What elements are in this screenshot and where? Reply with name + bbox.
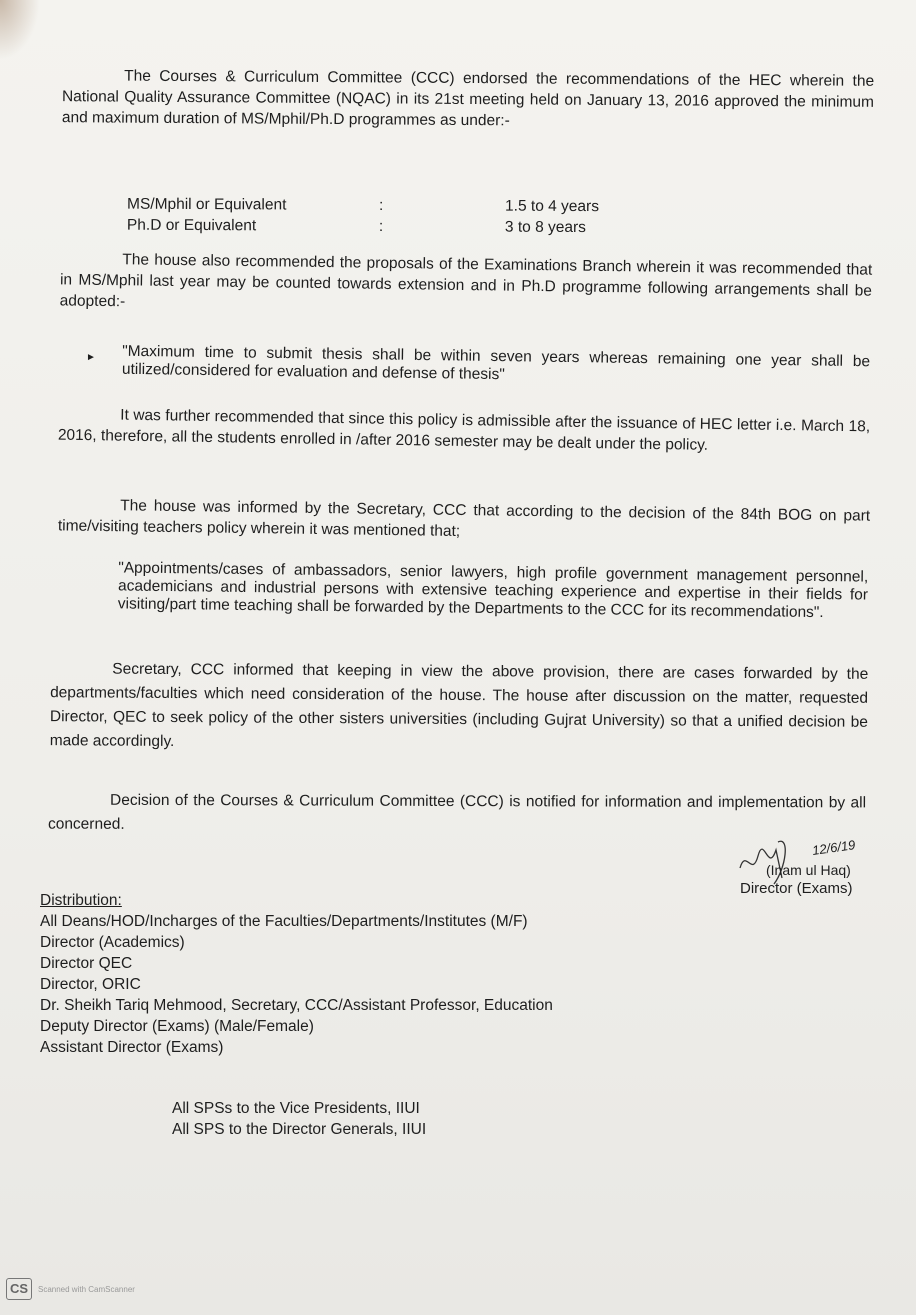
signature-date: 12/6/19	[811, 837, 857, 858]
bullet-thesis-time: "Maximum time to submit thesis shall be within seven years whereas remaining one year shall be utilized/considered for evaluation and defense of thesis"	[121, 342, 871, 384]
duration-separator: :	[379, 196, 384, 214]
sps-item: All SPS to the Director Generals, IIUI	[172, 1121, 427, 1138]
duration-program: MS/Mphil or Equivalent	[127, 195, 287, 214]
duration-program: Ph.D or Equivalent	[126, 216, 257, 235]
paragraph-ccc-endorsement: The Courses & Curriculum Committee (CCC) endorsed the recommendations of the HEC wherein the National Quality Assurance Committee (NQAC) in its 21st meeting held on January 13, 2016 approved the minimum and maximum duration of MS/Mphil/Ph.D programmes as under:-	[61, 67, 875, 130]
paragraph-secretary-informed: Secretary, CCC informed that keeping in view the above provision, there are cases forwarded by the departments/faculties which need consideration of the house. The house after discussion on the matter, requested Director, QEC to seek policy of the other sisters universities (including Gujrat University) so that a unified decision be made accordingly.	[49, 660, 869, 751]
distribution-list	[40, 890, 553, 1058]
distribution-item: Dr. Sheikh Tariq Mehmood, Secretary, CCC/Assistant Professor, Education	[40, 997, 553, 1014]
scan-corner-shadow	[0, 0, 40, 60]
bullet-icon: ►	[86, 352, 96, 363]
distribution-item: Director (Academics)	[40, 934, 185, 951]
distribution-item: Deputy Director (Exams) (Male/Female)	[40, 1018, 314, 1035]
duration-row-ms	[127, 194, 647, 218]
duration-separator: :	[378, 217, 384, 235]
paragraph-bog-decision: The house was informed by the Secretary, CCC that according to the decision of the 84th BOG on part time/visiting teachers policy wherein it was mentioned that;	[57, 497, 871, 540]
duration-table	[127, 194, 647, 239]
distribution-item: All Deans/HOD/Incharges of the Faculties/Departments/Institutes (M/F)	[40, 913, 528, 930]
distribution-item: Director QEC	[40, 955, 133, 972]
duration-value: 3 to 8 years	[504, 218, 586, 237]
distribution-item: Assistant Director (Exams)	[40, 1039, 224, 1056]
paragraph-policy-admissible: It was further recommended that since this policy is admissible after the issuance of HEC letter i.e. March 18, 2016, therefore, all the students enrolled in /after 2016 semester may be dealt under the policy.	[57, 406, 871, 454]
sps-item: All SPSs to the Vice Presidents, IIUI	[172, 1100, 420, 1117]
duration-row-phd	[127, 215, 647, 239]
signatory-title: Director (Exams)	[740, 880, 853, 897]
quote-visiting-teachers-policy: "Appointments/cases of ambassadors, senior lawyers, high profile government management personnel, academicians and industrial persons with extensive teaching experience and expertise in their fields for visiting/part time teaching shall be forwarded by the Departments to the CCC for its recommendations".	[117, 559, 869, 622]
paragraph-exam-branch-proposal: The house also recommended the proposals of the Examinations Branch wherein it was recommended that in MS/Mphil last year may be counted towards extension and in Ph.D programme following arrangements shall be adopted:-	[59, 251, 873, 311]
camscanner-logo-icon: CS	[6, 1278, 32, 1300]
distribution-heading: Distribution:	[40, 892, 122, 909]
duration-value: 1.5 to 4 years	[505, 197, 600, 216]
signatory-name: (Inam ul Haq)	[766, 862, 851, 878]
sps-list	[172, 1098, 426, 1140]
paragraph-decision-notified: Decision of the Courses & Curriculum Committee (CCC) is notified for information and implementation by all concerned.	[47, 791, 867, 833]
distribution-item: Director, ORIC	[40, 976, 141, 993]
scanner-text: Scanned with CamScanner	[38, 1284, 135, 1294]
scanner-watermark	[6, 1278, 135, 1300]
